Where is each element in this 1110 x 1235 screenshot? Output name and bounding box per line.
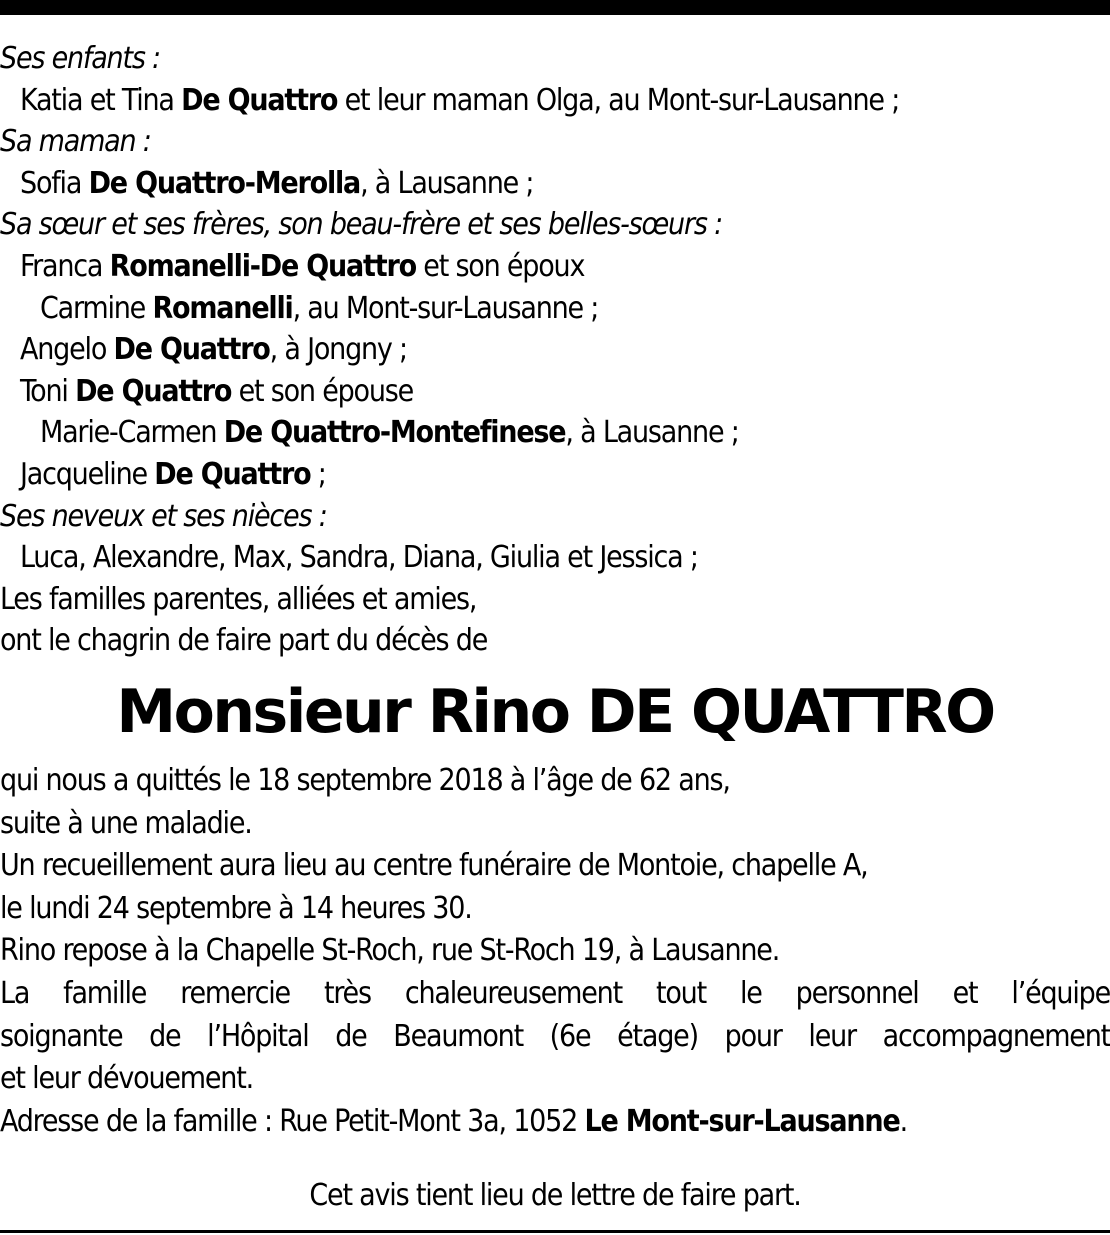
mother-firstname: Sofia <box>20 165 89 201</box>
spouse-surname: Romanelli <box>152 290 293 326</box>
sibling-entry <box>0 246 1110 288</box>
mother-detail: , à Lausanne ; <box>360 165 534 201</box>
spouse-detail: , au Mont-sur-Lausanne ; <box>292 290 599 326</box>
spouse-detail: , à Lausanne ; <box>565 415 739 451</box>
sibling-firstname: Toni <box>20 373 76 409</box>
siblings-header: Sa sœur et ses frères, son beau-frère et ses belles-sœurs : <box>0 207 722 243</box>
address-locality: Le Mont-sur-Lausanne <box>584 1103 900 1139</box>
sibling-firstname: Franca <box>20 248 110 284</box>
nephews-entry: Luca, Alexandre, Max, Sandra, Diana, Giulia et Jessica ; <box>20 540 698 576</box>
address-text: Adresse de la famille : Rue Petit-Mont 3a, 1052 <box>0 1103 585 1139</box>
sibling-detail: , à Jongny ; <box>269 332 407 368</box>
sibling-entry <box>0 329 1110 371</box>
children-surname: De Quattro <box>181 82 338 118</box>
mother-entry <box>0 163 1110 205</box>
sibling-spouse-entry <box>0 288 1110 330</box>
children-names: Katia et Tina <box>20 82 182 118</box>
sibling-detail: ; <box>310 456 326 492</box>
family-list <box>0 38 1110 662</box>
address-end: . <box>899 1103 907 1139</box>
detail-line: le lundi 24 septembre à 14 heures 30. <box>0 890 472 926</box>
detail-line: et leur dévouement. <box>0 1061 253 1097</box>
mother-header: Sa maman : <box>0 124 151 160</box>
deceased-name: Monsieur Rino DE QUATTRO <box>116 677 994 747</box>
notice-details <box>0 760 1110 1143</box>
sibling-detail: et son épouse <box>231 373 414 409</box>
sibling-spouse-entry <box>0 412 1110 454</box>
spouse-firstname: Carmine <box>40 290 153 326</box>
detail-line: soignante de l’Hôpital de Beaumont (6e étage) pour leur accompagnement <box>0 1018 1110 1054</box>
sibling-detail: et son époux <box>415 248 585 284</box>
sibling-surname: De Quattro <box>113 332 270 368</box>
sibling-surname: De Quattro <box>75 373 232 409</box>
sibling-entry <box>0 454 1110 496</box>
mother-surname: De Quattro-Merolla <box>88 165 361 201</box>
nephews-header: Ses neveux et ses nièces : <box>0 498 327 534</box>
detail-line: La famille remercie très chaleureusement tout le personnel et l’équipe <box>0 975 1110 1011</box>
detail-line: Rino repose à la Chapelle St-Roch, rue St-Roch 19, à Lausanne. <box>0 933 780 969</box>
top-rule <box>0 0 1110 15</box>
detail-line: suite à une maladie. <box>0 805 252 841</box>
closing-note: Cet avis tient lieu de lettre de faire part. <box>309 1178 801 1213</box>
spouse-surname: De Quattro-Montefinese <box>223 415 566 451</box>
sibling-entry <box>0 371 1110 413</box>
detail-line: Un recueillement aura lieu au centre funéraire de Montoie, chapelle A, <box>0 848 868 884</box>
sibling-firstname: Angelo <box>20 332 114 368</box>
children-entry <box>0 80 1110 122</box>
relatives-line: Les familles parentes, alliées et amies, <box>0 581 477 617</box>
sibling-firstname: Jacqueline <box>20 456 155 492</box>
family-address <box>0 1101 1110 1144</box>
detail-line: qui nous a quittés le 18 septembre 2018 à l’âge de 62 ans, <box>0 763 730 798</box>
bottom-rule <box>0 1230 1110 1233</box>
announcement-line: ont le chagrin de faire part du décès de <box>0 623 488 659</box>
sibling-surname: De Quattro <box>154 456 311 492</box>
sibling-surname: Romanelli-De Quattro <box>109 248 416 284</box>
children-header: Ses enfants : <box>0 41 160 76</box>
children-detail: et leur maman Olga, au Mont-sur-Lausanne ; <box>337 82 900 118</box>
spouse-firstname: Marie-Carmen <box>40 415 224 451</box>
